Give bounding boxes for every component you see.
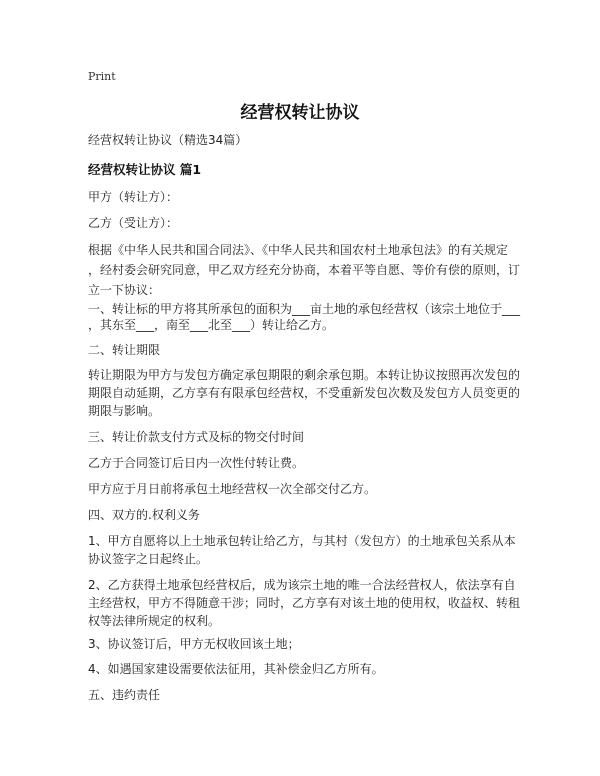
clause-4-item-2: 权等法律所规定的权利。 [88,614,221,628]
clause-2-line: 期限与影响。 [88,404,161,418]
intro-line: 立一下协议： [88,283,161,297]
document-subtitle: 经营权转让协议（精选34篇） [88,133,248,147]
document-title: 经营权转让协议 [240,103,360,123]
print-link[interactable]: Print [88,70,116,83]
clause-4-heading: 四、双方的.权利义务 [88,508,200,522]
clause-2-heading: 二、转让期限 [88,343,161,357]
intro-line: ，经村委会研究同意，甲乙双方经充分协商，本着平等自愿、等价有偿的原则，订 [88,263,521,277]
clause-2-line: 期限自动延期，乙方享有有限承包经营权，不受重新发包次数及发包方人员变更的 [88,386,521,400]
intro-line: 根据《中华人民共和国合同法》、《中华人民共和国农村土地承包法》的有关规定 [88,243,509,257]
clause-4-item-1: 1、甲方自愿将以上土地承包转让给乙方，与其村（发包方）的土地承包关系从本 [88,534,516,548]
clause-4-item-1: 协议签字之日起终止。 [88,552,209,566]
party-a-line: 甲方（转让方）： [88,190,179,204]
clause-4-item-2: 2、乙方获得土地承包经营权后，成为该宗土地的唯一合法经营权人，依法享有自 [88,578,516,592]
party-b-line: 乙方（受让方）： [88,216,179,230]
clause-5-heading: 五、违约责任 [88,688,161,702]
clause-3-line: 甲方应于月日前将承包土地经营权一次全部交付乙方。 [88,482,377,496]
clause-3-heading: 三、转让价款支付方式及标的物交付时间 [88,430,305,444]
clause-4-item-2: 主经营权，甲方不得随意干涉；同时，乙方享有对该土地的使用权，收益权、转租 [88,596,521,610]
clause-2-line: 转让期限为甲方与发包方确定承包期限的剩余承包期。本转让协议按照再次发包的 [88,368,521,382]
clause-1-line: 一、转让标的甲方将其所承包的面积为___亩土地的承包经营权（该宗土地位于___ [88,302,521,316]
clause-4-item-3: 3、协议签订后，甲方无权收回该土地； [88,637,300,651]
clause-1-line: ，其东至___，南至___北至___）转让给乙方。 [88,318,335,332]
clause-3-line: 乙方于合同签订后日内一次性付转让费。 [88,456,305,470]
clause-4-item-4: 4、如遇国家建设需要依法征用，其补偿金归乙方所有。 [88,662,384,676]
section-heading: 经营权转让协议 篇1 [88,162,202,177]
